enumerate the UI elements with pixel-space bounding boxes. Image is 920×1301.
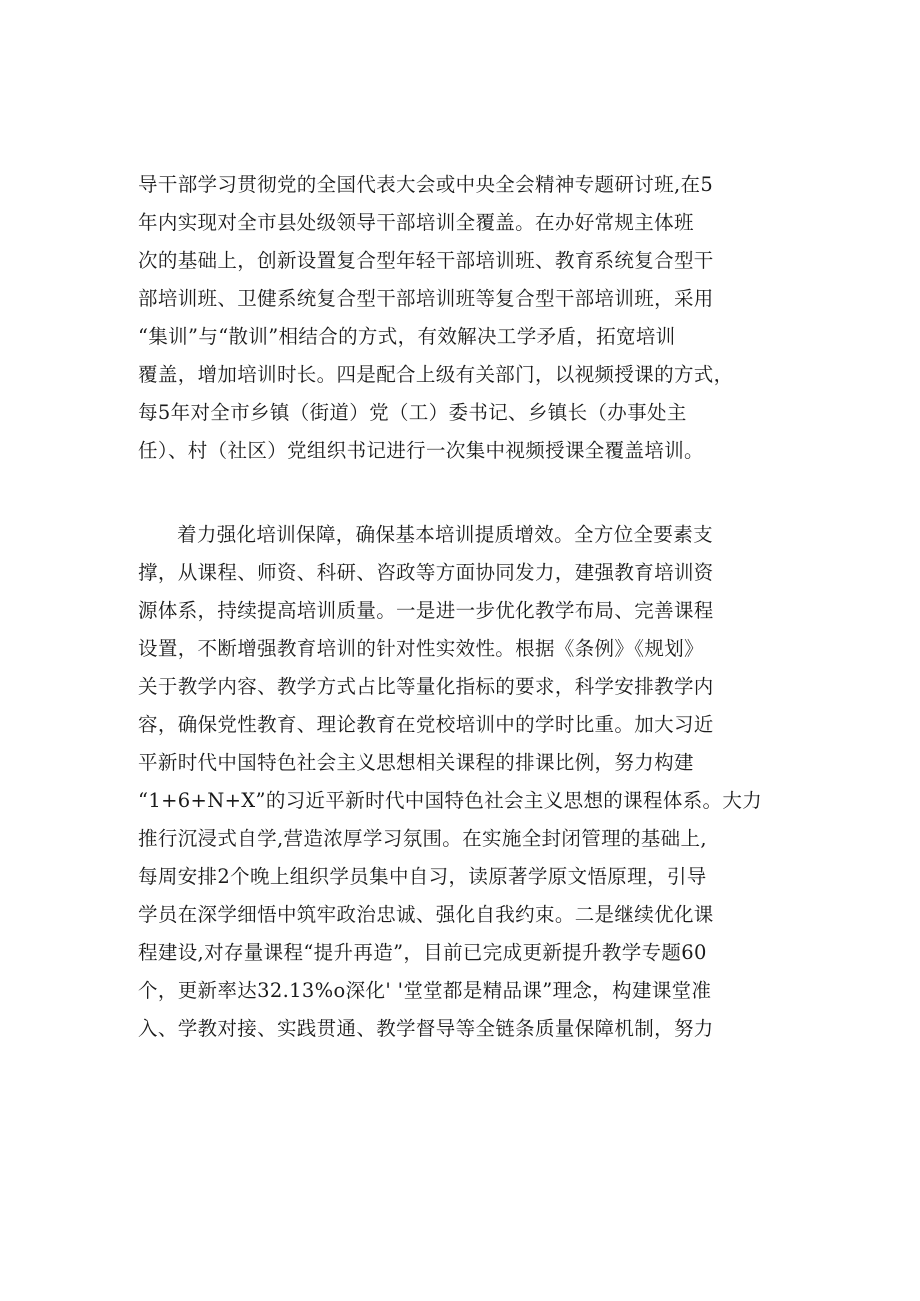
paragraph-2-line-3: 源体系，持续提高培训质量。一是进一步优化教学布局、完善课程 (138, 599, 714, 622)
paragraph-1-line-3: 次的基础上，创新设置复合型年轻干部培训班、教育系统复合型干 (138, 249, 714, 272)
paragraph-1-line-4: 部培训班、卫健系统复合型干部培训班等复合型干部培训班，采用 (138, 287, 714, 310)
paragraph-1-line-2: 年内实现对全市县处级领导干部培训全覆盖。在办好常规主体班 (138, 211, 694, 234)
paragraph-1-line-8: 任）、村（社区）党组织书记进行一次集中视频授课全覆盖培训。 (138, 439, 704, 462)
paragraph-1-line-1: 导干部学习贯彻党的全国代表大会或中央全会精神专题研讨班,在5 (138, 173, 714, 196)
paragraph-2-line-12: 程建设,对存量课程“提升再造”，目前已完成更新提升教学专题60 (138, 941, 707, 964)
paragraph-1-line-5: “集训”与“散训”相结合的方式，有效解决工学矛盾，拓宽培训 (138, 325, 676, 348)
paragraph-1-line-7: 每5年对全市乡镇（街道）党（工）委书记、乡镇长（办事处主 (138, 401, 687, 424)
paragraph-2 (138, 516, 800, 1048)
paragraph-2-line-9: 推行沉浸式自学,营造浓厚学习氛围。在实施全封闭管理的基础上, (138, 827, 707, 850)
paragraph-2-line-2: 撑，从课程、师资、科研、咨政等方面协同发力，建强教育培训资 (138, 561, 714, 584)
paragraph-1 (138, 166, 800, 470)
paragraph-1-line-6: 覆盖，增加培训时长。四是配合上级有关部门，以视频授课的方式， (138, 363, 734, 386)
paragraph-2-line-14: 入、学教对接、实践贯通、教学督导等全链条质量保障机制，努力 (138, 1017, 714, 1040)
paragraph-2-line-8: “1+6+N+X”的习近平新时代中国特色社会主义思想的课程体系。大力 (138, 789, 763, 812)
paragraph-2-line-4: 设置，不断增强教育培训的针对性实效性。根据《条例》《规划》 (138, 637, 704, 660)
paragraph-2-line-13: 个，更新率达32.13%o深化' '堂堂都是精品课”理念，构建课堂准 (138, 979, 712, 1002)
paragraph-2-line-7: 平新时代中国特色社会主义思想相关课程的排课比例，努力构建 (138, 751, 694, 774)
paragraph-2-line-5: 关于教学内容、教学方式占比等量化指标的要求，科学安排教学内 (138, 675, 714, 698)
paragraph-2-line-10: 每周安排2个晚上组织学员集中自习，读原著学原文悟原理，引导 (138, 865, 707, 888)
paragraph-2-line-11: 学员在深学细悟中筑牢政治忠诚、强化自我约束。二是继续优化课 (138, 903, 714, 926)
paragraph-2-line-1: 着力强化培训保障，确保基本培训提质增效。全方位全要素支 (177, 523, 713, 546)
paragraph-2-line-6: 容，确保党性教育、理论教育在党校培训中的学时比重。加大习近 (138, 713, 714, 736)
